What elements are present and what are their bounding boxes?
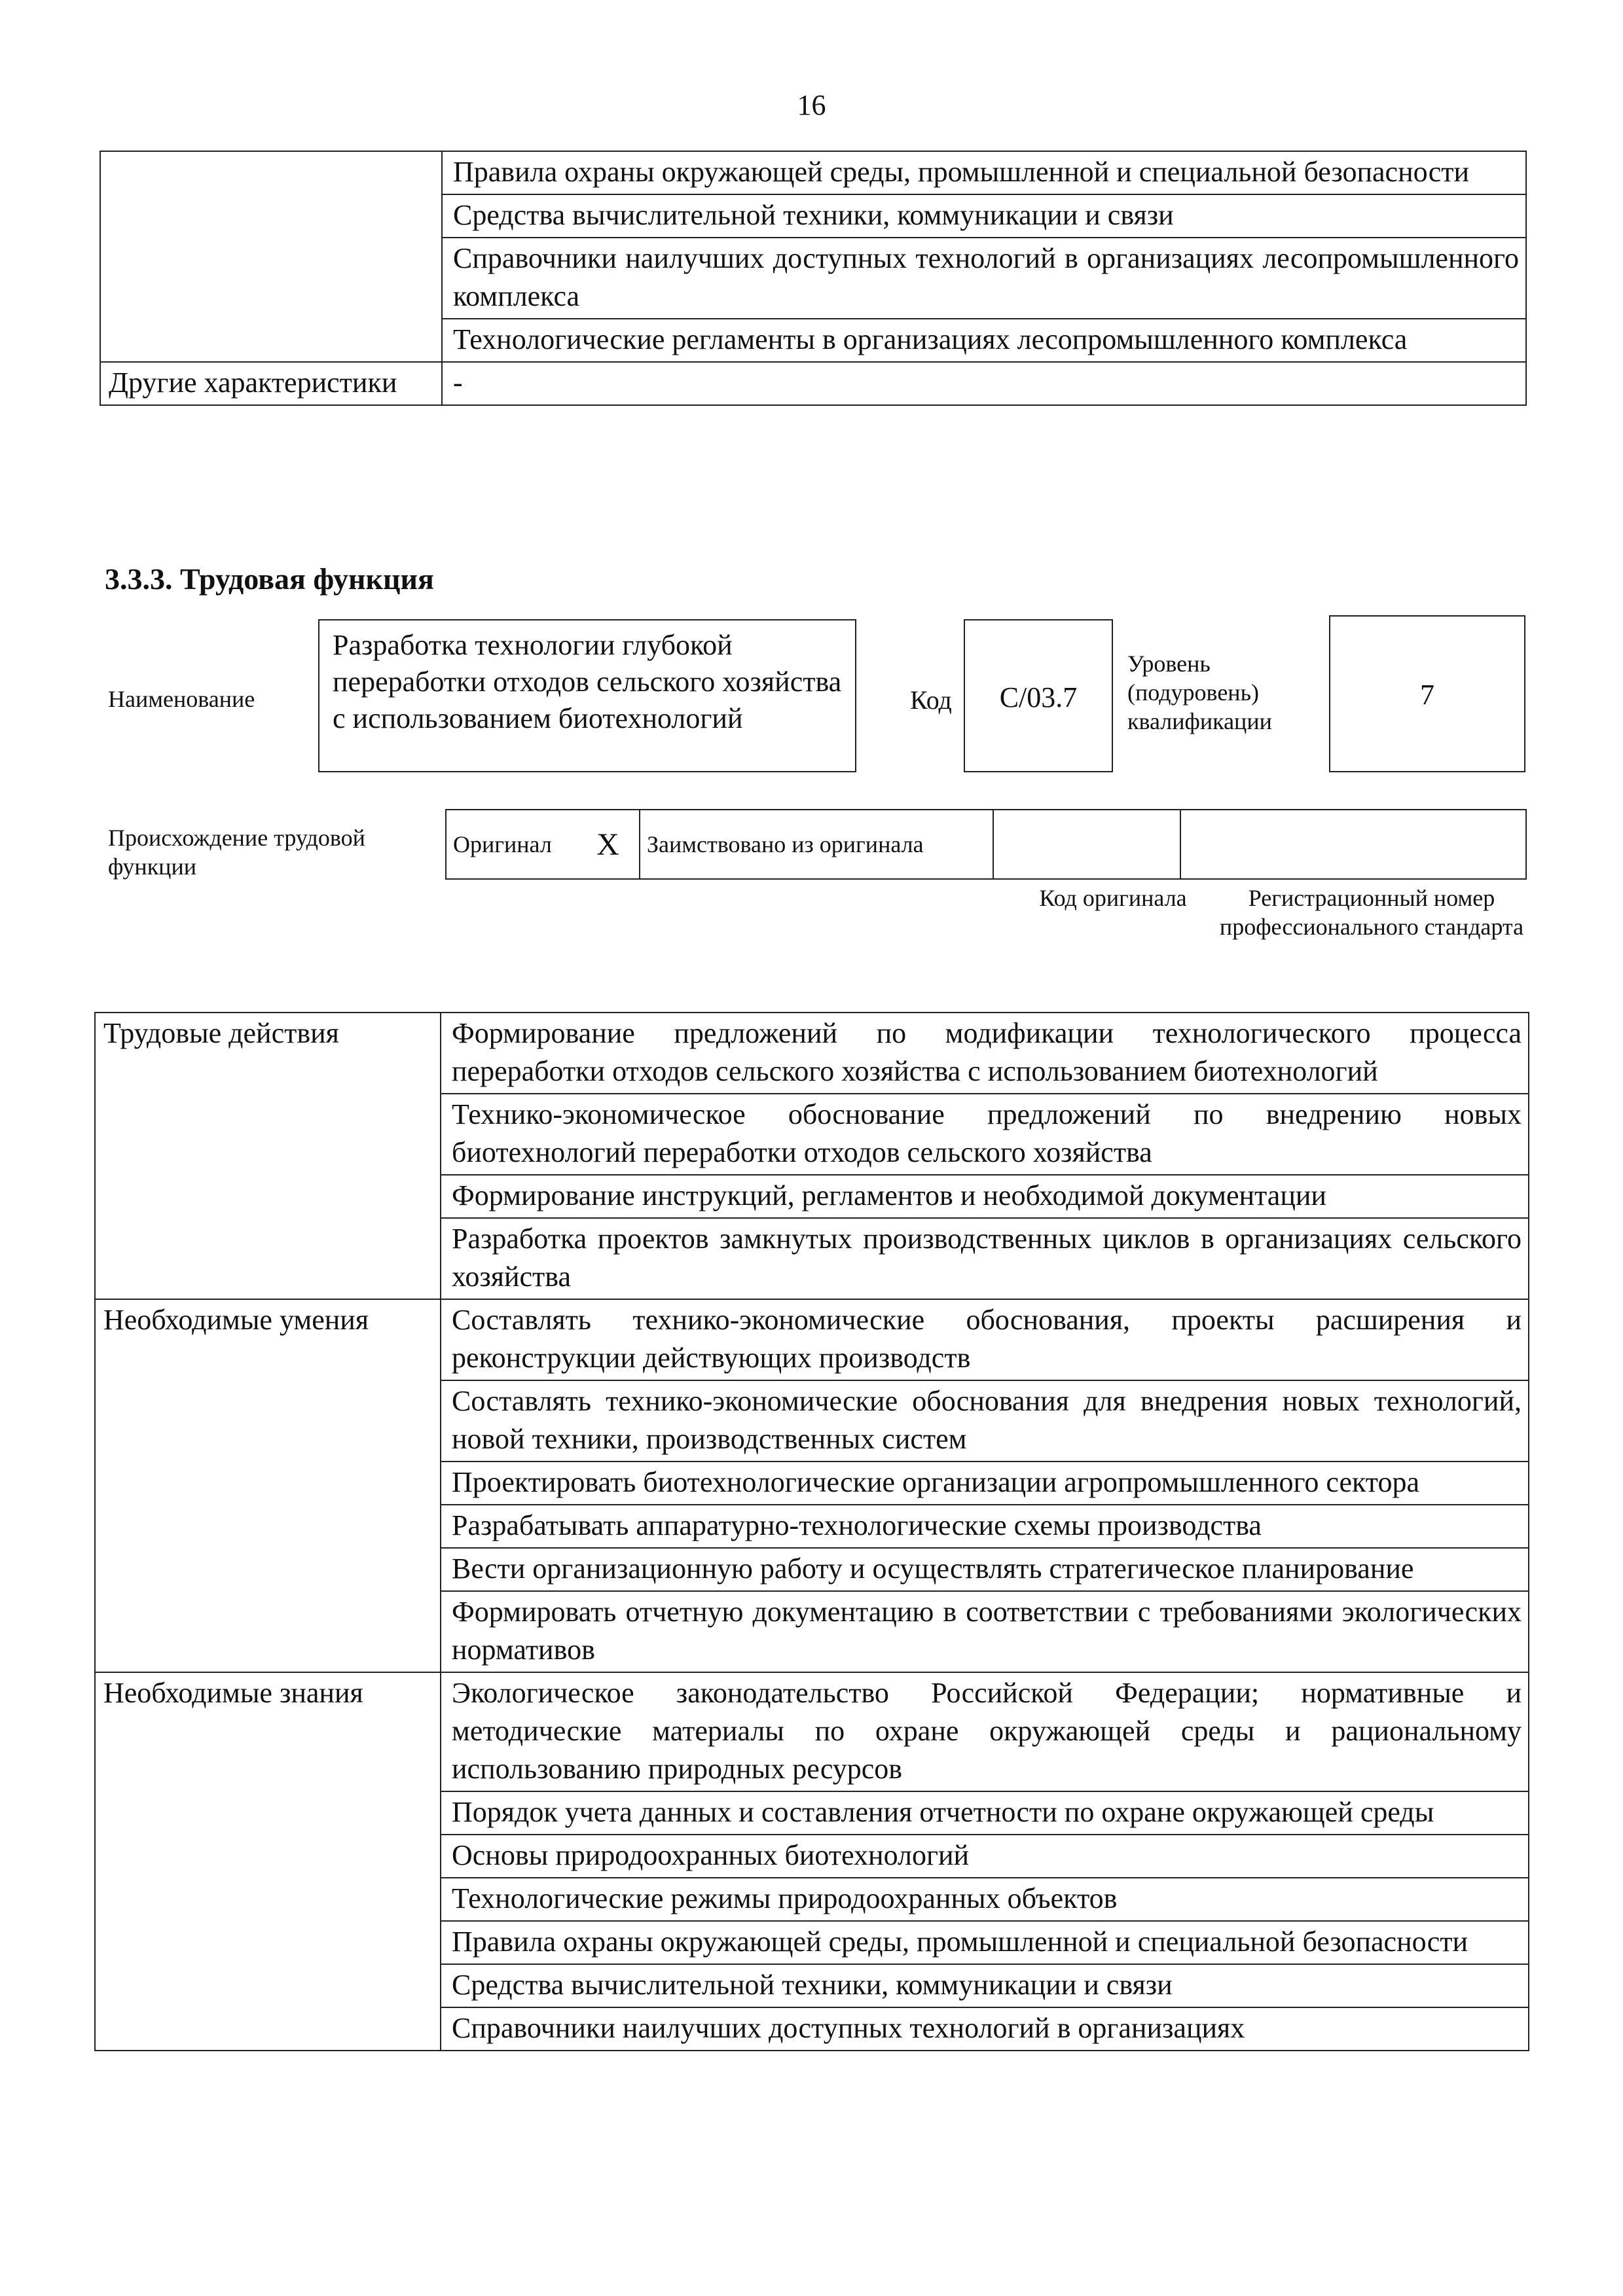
level-label: Уровень (подуровень) квалификации [1127,651,1272,734]
row-label: Необходимые умения [95,1299,441,1672]
row-item: Правила охраны окружающей среды, промышленной и специальной безопасности [442,151,1526,194]
row-label: Необходимые знания [95,1672,441,2051]
origin-code-cell [993,810,1180,879]
row-item: Средства вычислительной техники, коммуникации и связи [441,1964,1529,2007]
table-row [95,1013,1529,1094]
origin-reg-cell [1180,810,1526,879]
caption-reg: Регистрационный номер профессионального стандарта [1219,885,1524,940]
row-item: Формирование инструкций, регламентов и необходимой документации [441,1175,1529,1218]
origin-borrowed: Заимствовано из оригинала [640,810,993,879]
table-row [95,1299,1529,1380]
table-row [100,151,1526,194]
row-item: Составлять технико-экономические обоснования для внедрения новых технологий, новой техники, производственных систем [441,1380,1529,1462]
row-item: Экологическое законодательство Российской Федерации; нормативные и методические материалы по охране окружающей среды и рациональному использованию природных ресурсов [441,1672,1529,1791]
row-item: Правила охраны окружающей среды, промышленной и специальной безопасности [441,1921,1529,1964]
top-table-body [100,151,1526,405]
origin-table [445,809,1527,880]
origin-original: Оригинал [446,810,577,879]
level-value: 7 [1329,615,1525,772]
code-label: Код [910,685,952,715]
row-item: Технико-экономическое обоснование предложений по внедрению новых биотехнологий переработки отходов сельского хозяйства [441,1094,1529,1175]
origin-mark: X [577,810,640,879]
row-label: Трудовые действия [95,1013,441,1299]
row-item: Справочники наилучших доступных технологий в организациях [441,2007,1529,2051]
row-label [100,151,442,362]
row-item: Разработка проектов замкнутых производственных циклов в организациях сельского хозяйства [441,1218,1529,1299]
row-item: Технологические регламенты в организациях лесопромышленного комплекса [442,319,1526,362]
row-item: Средства вычислительной техники, коммуникации и связи [442,194,1526,238]
caption-code: Код оригинала [1039,885,1187,911]
main-table-body [95,1013,1529,2051]
row-item: Проектировать биотехнологические организации агропромышленного сектора [441,1462,1529,1505]
row-item: Формирование предложений по модификации технологического процесса переработки отходов сельского хозяйства с использованием биотехнологий [441,1013,1529,1094]
table-row [95,1672,1529,1791]
main-table [94,1012,1529,2051]
row-item: Составлять технико-экономические обоснования, проекты расширения и реконструкции действующих производств [441,1299,1529,1380]
row-item: Технологические режимы природоохранных объектов [441,1878,1529,1921]
code-value: C/03.7 [964,619,1113,772]
row-item: Формировать отчетную документацию в соответствии с требованиями экологических нормативов [441,1591,1529,1672]
row-item: Порядок учета данных и составления отчетности по охране окружающей среды [441,1791,1529,1835]
row-item: - [442,362,1526,405]
row-label: Другие характеристики [100,362,442,405]
row-item: Справочники наилучших доступных технологий в организациях лесопромышленного комплекса [442,238,1526,319]
section-heading: 3.3.3. Трудовая функция [105,562,434,596]
name-label: Наименование [108,686,255,712]
row-item: Вести организационную работу и осуществлять стратегическое планирование [441,1548,1529,1591]
table-row [100,362,1526,405]
row-item: Разрабатывать аппаратурно-технологические схемы производства [441,1505,1529,1548]
page-number: 16 [797,89,826,121]
top-table [100,151,1527,406]
name-value: Разработка технологии глубокой переработки отходов сельского хозяйства с использованием биотехнологий [318,619,856,772]
origin-label: Происхождение трудовой функции [108,825,365,880]
row-item: Основы природоохранных биотехнологий [441,1835,1529,1878]
